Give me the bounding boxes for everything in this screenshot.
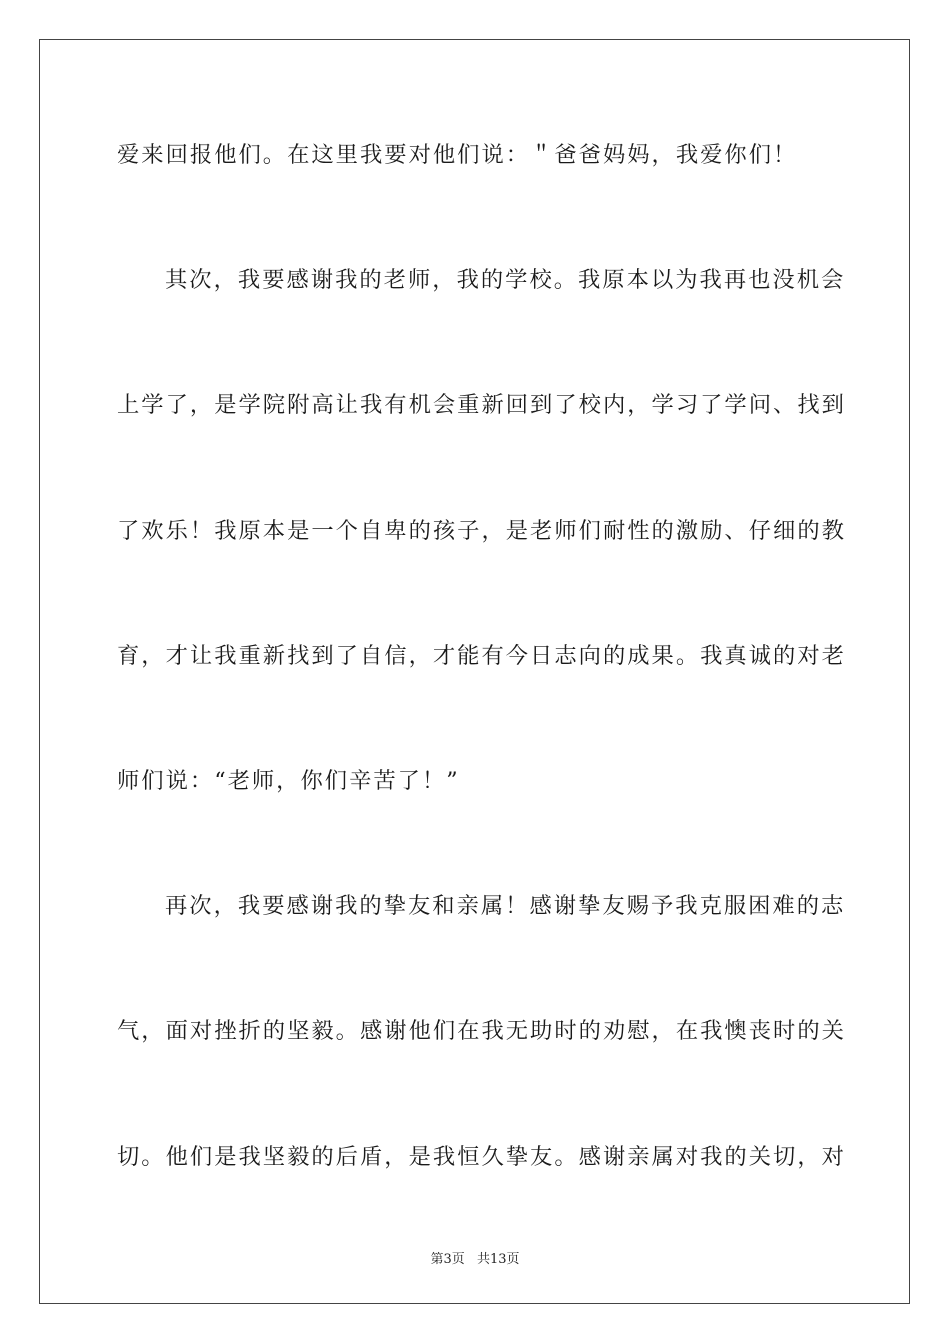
text-line: 切。他们是我坚毅的后盾，是我恒久挚友。感谢亲属对我的关切，对 — [117, 1143, 846, 1170]
text-line: 爱来回报他们。在这里我要对他们说：＂爸爸妈妈，我爱你们！ — [117, 142, 798, 168]
text-line: 育，才让我重新找到了自信，才能有今日志向的成果。我真诚的对老 — [117, 642, 846, 669]
document-body — [117, 124, 846, 1188]
paragraph-start-line: 再次，我要感谢我的挚友和亲属！感谢挚友赐予我克服困难的志 — [165, 893, 846, 920]
text-line: 师们说：“老师，你们辛苦了！” — [117, 767, 460, 794]
text-line: 上学了，是学院附高让我有机会重新回到了校内，学习了学问、找到 — [117, 392, 846, 419]
paragraph-start-line: 其次，我要感谢我的老师，我的学校。我原本以为我再也没机会 — [165, 267, 846, 294]
page-number: 第3页 — [430, 1252, 465, 1267]
text-line: 气，面对挫折的坚毅。感谢他们在我无助时的劝慰，在我懊丧时的关 — [117, 1018, 846, 1045]
page-footer — [0, 1248, 950, 1267]
page-total: 共13页 — [476, 1252, 520, 1267]
text-line: 了欢乐！我原本是一个自卑的孩子，是老师们耐性的激励、仔细的教 — [117, 517, 846, 544]
